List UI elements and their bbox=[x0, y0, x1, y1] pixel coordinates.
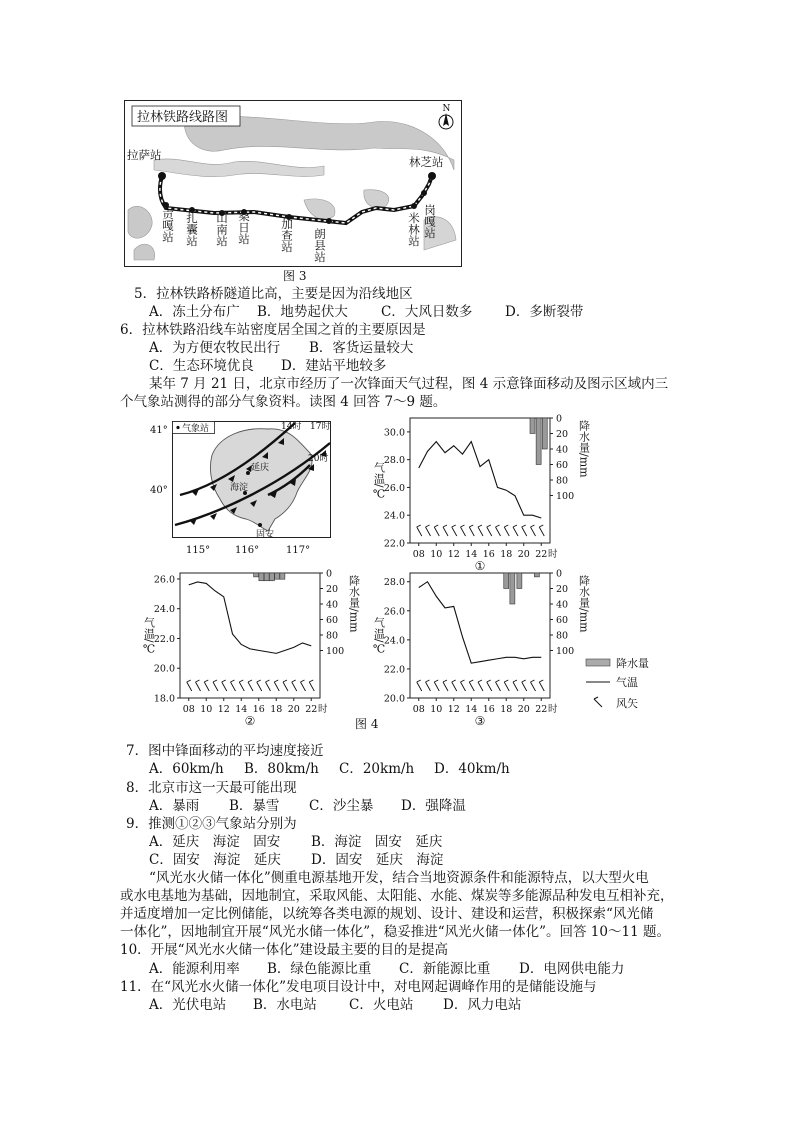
temp-line bbox=[419, 442, 542, 518]
x-tick-label: 18 bbox=[270, 704, 283, 715]
y-tick-label: 18.0 bbox=[153, 693, 175, 705]
y2-tick-label: 80 bbox=[326, 630, 339, 642]
intro3-line1: “风光水火储一体化”侧重电源基地开发，结合当地资源条件和能源特点，以大型火电 bbox=[149, 870, 649, 886]
x-tick-label: 18 bbox=[500, 704, 513, 715]
lat-41: 41° bbox=[150, 425, 168, 436]
x-tick-label: 10 bbox=[430, 704, 443, 715]
fig3-map bbox=[124, 100, 462, 267]
x-tick-label: 16 bbox=[482, 549, 495, 560]
wind-vector bbox=[257, 680, 262, 691]
x-tick-label: 22 bbox=[305, 704, 318, 715]
x-tick-label: 14 bbox=[465, 549, 478, 560]
y-axis-label: 气温/℃ bbox=[142, 616, 156, 656]
x-tick-label: 08 bbox=[182, 704, 195, 715]
place-haidian: 海淀 bbox=[230, 483, 249, 493]
map-legend: 气象站 bbox=[182, 424, 210, 434]
x-tick-label: 22 bbox=[535, 704, 548, 715]
y-tick-label: 24.0 bbox=[383, 635, 405, 647]
q8-stem: 8．北京市这一天最可能出现 bbox=[126, 780, 297, 796]
precip-bar bbox=[504, 573, 509, 589]
q7-stem: 7．图中锋面移动的平均速度接近 bbox=[126, 743, 324, 759]
wind-vector bbox=[443, 680, 448, 691]
precip-bar bbox=[280, 573, 285, 579]
wind-vector bbox=[434, 525, 439, 536]
q6-options-row2: C．生态环境优良 D．建站平地较多 bbox=[149, 358, 387, 374]
y2-tick-label: 20 bbox=[556, 584, 569, 595]
y2-axis-label: 降水量/mm bbox=[577, 575, 591, 633]
lon-117: 117° bbox=[286, 545, 311, 556]
y-axis-label: 气温/℃ bbox=[372, 461, 386, 501]
y2-tick-label: 0 bbox=[326, 568, 333, 580]
wind-vector bbox=[513, 680, 518, 691]
wind-vector bbox=[426, 680, 431, 691]
plot-frame bbox=[410, 418, 550, 543]
wind-vector bbox=[513, 525, 518, 536]
wind-vector bbox=[478, 680, 483, 691]
y2-tick-label: 40 bbox=[556, 599, 569, 611]
y-axis-label: 气温/℃ bbox=[372, 616, 386, 656]
y-tick-label: 20.0 bbox=[153, 663, 175, 675]
intro2-line2: 个气象站测得的部分气象资料。读图 4 回答 7～9 题。 bbox=[120, 394, 447, 410]
fig4-map bbox=[150, 415, 360, 560]
station-chart-1 bbox=[365, 410, 610, 575]
x-tick-label: 16 bbox=[482, 704, 495, 715]
precip-bar bbox=[510, 573, 515, 604]
lat-40: 40° bbox=[150, 485, 168, 496]
y-tick-label: 26.0 bbox=[383, 606, 405, 618]
wind-vector bbox=[504, 525, 509, 536]
station-sangri: 桑日站 bbox=[237, 210, 251, 245]
wind-vector bbox=[248, 680, 253, 691]
place-guan: 固安 bbox=[256, 530, 275, 540]
x-unit: 时 bbox=[318, 704, 328, 715]
precip-bar bbox=[542, 418, 547, 449]
wind-vector bbox=[452, 680, 457, 691]
q9-stem: 9．推测①②③气象站分别为 bbox=[126, 816, 297, 832]
y-tick-label: 26.0 bbox=[383, 482, 405, 494]
wind-vector bbox=[452, 525, 457, 536]
x-tick-label: 18 bbox=[500, 549, 513, 560]
intro2-line1: 某年 7 月 21 日，北京市经历了一次锋面天气过程，图 4 示意锋面移动及图示区域内三 bbox=[149, 376, 669, 392]
y-tick-label: 22.0 bbox=[383, 538, 405, 550]
q9-options-row2: C．固安 海淀 延庆 D．固安 延庆 海淀 bbox=[149, 852, 444, 868]
y2-tick-label: 40 bbox=[556, 444, 569, 456]
station-shannan: 山南站 bbox=[215, 212, 229, 247]
x-tick-label: 22 bbox=[535, 549, 548, 560]
x-tick-label: 14 bbox=[465, 704, 478, 715]
q10-options: A．能源利用率 B．绿色能源比重 C．新能源比重 D．电网供电能力 bbox=[149, 961, 625, 977]
temp-line bbox=[419, 582, 542, 663]
station-number: ① bbox=[474, 559, 486, 573]
wind-vector bbox=[292, 680, 297, 691]
x-tick-label: 08 bbox=[412, 704, 425, 715]
y-tick-label: 30.0 bbox=[383, 427, 405, 439]
x-unit: 时 bbox=[548, 549, 558, 560]
y2-tick-label: 60 bbox=[556, 615, 569, 626]
q10-stem: 10．开展“风光水火储一体化”建设最主要的目的是提高 bbox=[120, 942, 448, 958]
wind-vector bbox=[266, 680, 271, 691]
wind-vector bbox=[309, 680, 314, 691]
wind-vector bbox=[461, 680, 466, 691]
fig3-caption: 图 3 bbox=[283, 269, 307, 283]
q6-stem: 6．拉林铁路沿线车站密度居全国之首的主要原因是 bbox=[120, 322, 426, 338]
precip-bar bbox=[517, 573, 522, 589]
plot-frame bbox=[410, 573, 550, 698]
y2-tick-label: 80 bbox=[556, 630, 569, 642]
wind-vector bbox=[469, 525, 474, 536]
wind-vector bbox=[531, 525, 536, 536]
place-yanqing: 延庆 bbox=[251, 463, 270, 473]
wind-vector bbox=[487, 680, 492, 691]
station-langxian: 朗县站 bbox=[313, 228, 327, 263]
precip-bar bbox=[269, 573, 274, 581]
precip-bar bbox=[259, 573, 264, 581]
y-tick-label: 28.0 bbox=[383, 577, 405, 589]
station-jiacha: 加查站 bbox=[280, 218, 294, 253]
station-chart-3 bbox=[365, 565, 610, 730]
q11-stem: 11．在“风光水火储一体化”发电项目设计中，对电网起调峰作用的是储能设施与 bbox=[120, 979, 597, 995]
x-tick-label: 16 bbox=[252, 704, 265, 715]
intro3-line4: 一体化”，因地制宜开展“风光水储一体化”，稳妥推进“风光火储一体化”。回答 10～11 题。 bbox=[120, 924, 670, 940]
precip-bar bbox=[536, 418, 541, 465]
y2-tick-label: 0 bbox=[556, 413, 563, 425]
station-gongga: 贡嘎站 bbox=[161, 208, 175, 243]
wind-vector bbox=[274, 680, 279, 691]
q11-options: A．光伏电站 B．水电站 C．火电站 D．风力电站 bbox=[149, 997, 522, 1013]
intro3-line3: 并适度增加一定比例储能，以统筹各类电源的规划、设计、建设和运营，积极探索“风光储 bbox=[120, 906, 654, 922]
station-zhanang: 扎囊站 bbox=[185, 212, 199, 247]
station-chart-2 bbox=[135, 565, 365, 730]
wind-vector bbox=[196, 680, 201, 691]
wind-vector bbox=[469, 680, 474, 691]
station-number: ③ bbox=[474, 714, 486, 728]
q7-options: A．60km/h B．80km/h C．20km/h D．40km/h bbox=[149, 761, 510, 777]
wind-vector bbox=[496, 680, 501, 691]
y-tick-label: 24.0 bbox=[153, 604, 175, 616]
svg-text:气温: 气温 bbox=[616, 676, 638, 689]
wind-vector bbox=[204, 680, 209, 691]
wind-vector bbox=[531, 680, 536, 691]
precip-bar bbox=[264, 573, 269, 581]
wind-vector bbox=[522, 525, 527, 536]
y2-tick-label: 40 bbox=[326, 599, 339, 611]
station-lasa: 拉萨站 bbox=[127, 148, 162, 162]
y-tick-label: 28.0 bbox=[383, 455, 405, 467]
station-number: ② bbox=[244, 714, 256, 728]
y-tick-label: 24.0 bbox=[383, 510, 405, 522]
wind-vector bbox=[213, 680, 218, 691]
x-tick-label: 12 bbox=[447, 549, 460, 560]
wind-vector bbox=[443, 525, 448, 536]
wind-vector bbox=[496, 525, 501, 536]
wind-vector bbox=[417, 680, 422, 691]
wind-vector bbox=[434, 680, 439, 691]
y2-tick-label: 100 bbox=[556, 491, 575, 502]
precip-bar bbox=[275, 573, 280, 579]
intro3-line2: 或水电基地为基础，因地制宜，采取风能、太阳能、水能、煤炭等多能源品种发电互相补充， bbox=[120, 888, 674, 904]
svg-text:风矢: 风矢 bbox=[616, 697, 638, 710]
time-17: 17时 bbox=[310, 422, 331, 432]
wind-vector bbox=[239, 680, 244, 691]
y2-tick-label: 60 bbox=[556, 460, 569, 471]
wind-vector bbox=[539, 680, 544, 691]
y2-tick-label: 80 bbox=[556, 475, 569, 487]
x-tick-label: 14 bbox=[235, 704, 248, 715]
wind-vector bbox=[426, 525, 431, 536]
y2-tick-label: 100 bbox=[556, 646, 575, 657]
y-tick-label: 26.0 bbox=[153, 574, 175, 586]
wind-vector bbox=[187, 680, 192, 691]
wind-vector bbox=[231, 680, 236, 691]
temp-line bbox=[189, 582, 312, 653]
x-tick-label: 12 bbox=[447, 704, 460, 715]
wind-vector bbox=[487, 525, 492, 536]
fig3-title: 拉林铁路线路图 bbox=[137, 110, 229, 125]
q6-options-row1: A．为方便农牧民出行 B．客货运量较大 bbox=[149, 340, 414, 356]
wind-vector bbox=[222, 680, 227, 691]
q5-stem: 5．拉林铁路桥隧道比高，主要是因为沿线地区 bbox=[134, 286, 413, 302]
precip-bar bbox=[254, 573, 259, 577]
q8-options: A．暴雨 B．暴雪 C．沙尘暴 D．强降温 bbox=[149, 798, 466, 814]
lon-115: 115° bbox=[186, 545, 211, 556]
chart-legend bbox=[584, 655, 664, 715]
wind-vector bbox=[283, 680, 288, 691]
wind-vector bbox=[539, 525, 544, 536]
y-tick-label: 22.0 bbox=[153, 633, 175, 645]
plot-frame bbox=[180, 573, 320, 698]
y-tick-label: 20.0 bbox=[383, 693, 405, 705]
station-gangga: 岗嘎站 bbox=[423, 204, 437, 239]
wind-vector bbox=[478, 525, 483, 536]
y2-tick-label: 0 bbox=[556, 568, 563, 580]
wind-vector bbox=[301, 680, 306, 691]
svg-text:降水量: 降水量 bbox=[616, 657, 649, 670]
x-tick-label: 20 bbox=[517, 704, 530, 715]
precip-bar bbox=[530, 418, 535, 434]
q9-options-row1: A．延庆 海淀 固安 B．海淀 固安 延庆 bbox=[149, 834, 443, 850]
y2-tick-label: 60 bbox=[326, 615, 339, 626]
y2-axis-label: 降水量/mm bbox=[347, 575, 361, 633]
y2-tick-label: 20 bbox=[326, 584, 339, 595]
time-20: 20时 bbox=[308, 454, 329, 464]
x-tick-label: 20 bbox=[287, 704, 300, 715]
wind-vector bbox=[522, 680, 527, 691]
wind-vector bbox=[504, 680, 509, 691]
y-tick-label: 22.0 bbox=[383, 664, 405, 676]
x-tick-label: 12 bbox=[217, 704, 230, 715]
station-milin: 米林站 bbox=[407, 212, 421, 247]
station-linzhi: 林芝站 bbox=[409, 155, 444, 169]
y2-axis-label: 降水量/mm bbox=[577, 420, 591, 478]
wind-vector bbox=[417, 525, 422, 536]
x-tick-label: 10 bbox=[430, 549, 443, 560]
x-unit: 时 bbox=[548, 704, 558, 715]
wind-vector bbox=[461, 525, 466, 536]
x-tick-label: 10 bbox=[200, 704, 213, 715]
q5-options: A．冻土分布广 B．地势起伏大 C．大风日数多 D．多断裂带 bbox=[149, 304, 584, 320]
x-tick-label: 08 bbox=[412, 549, 425, 560]
lon-116: 116° bbox=[235, 545, 260, 556]
svg-text:N: N bbox=[442, 104, 451, 114]
precip-bar bbox=[534, 573, 539, 577]
time-14: 14时 bbox=[281, 422, 302, 432]
y2-tick-label: 100 bbox=[326, 646, 345, 657]
y2-tick-label: 20 bbox=[556, 429, 569, 440]
fig4-caption: 图 4 bbox=[355, 717, 379, 731]
x-tick-label: 20 bbox=[517, 549, 530, 560]
